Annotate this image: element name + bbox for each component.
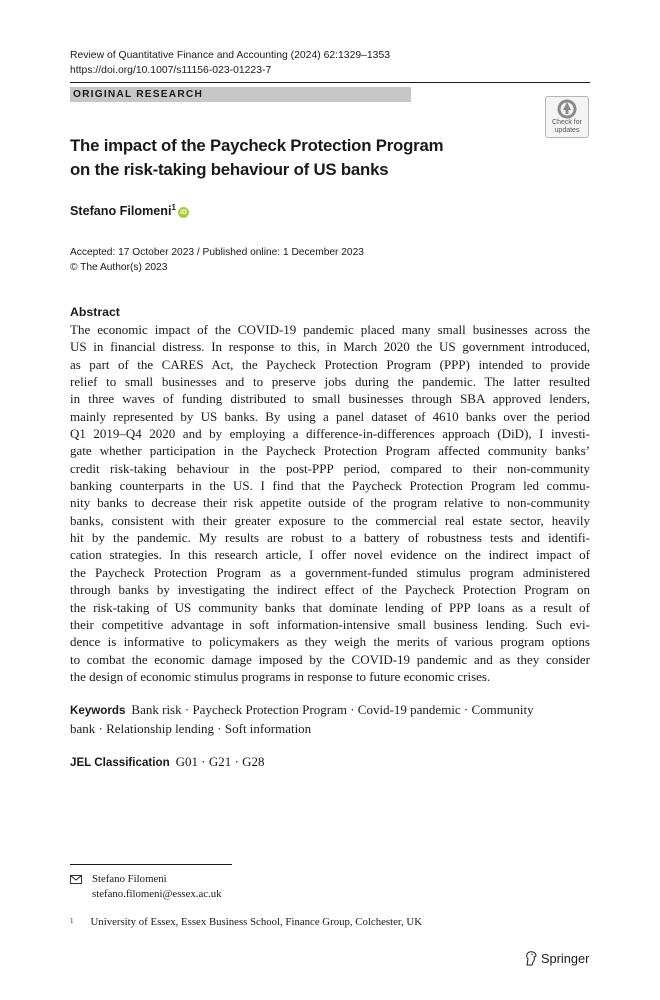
abstract-line: Q1 2019–Q4 2020 and by employing a difference-in-differences approach (DiD), I investi- xyxy=(70,426,590,442)
check-updates-line1: Check for xyxy=(552,119,582,126)
abstract-line: hit by the pandemic. My results are robust to a battery of robustness tests and identifi- xyxy=(70,530,590,546)
section-banner: ORIGINAL RESEARCH xyxy=(70,87,411,102)
contact-footnote xyxy=(70,872,222,902)
abstract-line: dence is informative to policymakers as they weigh the merits of various program options xyxy=(70,634,590,650)
abstract-line: as part of the CARES Act, the Paycheck Protection Program (PPP) intended to provide xyxy=(70,356,590,372)
orcid-icon[interactable]: iD xyxy=(178,207,189,218)
article-title xyxy=(70,134,470,182)
abstract-line: The economic impact of the COVID-19 pandemic placed many small businesses across the xyxy=(70,322,590,337)
check-updates-line2: updates xyxy=(554,126,580,134)
contact-email[interactable]: stefano.filomeni@essex.ac.uk xyxy=(92,888,222,900)
jel-label: JEL Classification xyxy=(70,756,170,769)
copyright-line: © The Author(s) 2023 xyxy=(70,262,168,273)
abstract-line: their competitive advantage in soft information-intensive small business lending. Such evi- xyxy=(70,616,590,632)
abstract-line: mainly represented by US banks. By using a panel dataset of 4610 banks over the period xyxy=(70,408,590,424)
abstract-line: the risk-taking of US community banks that dominate lending of PPP loans as a result of xyxy=(70,599,590,615)
abstract-line: the Paycheck Protection Program as a government-funded stimulus program administered xyxy=(70,564,590,580)
abstract-line: US in financial distress. In response to this, in March 2020 the US government introduced, xyxy=(70,339,590,355)
abstract-line: gate whether participation in the Paycheck Protection Program affected community banks’ xyxy=(70,443,590,459)
envelope-icon xyxy=(70,875,82,884)
abstract-line: nity banks to decrease their risk appetite outside of the program relative to non-community xyxy=(70,495,590,511)
title-line-1: The impact of the Paycheck Protection Program xyxy=(70,136,444,155)
journal-citation xyxy=(70,48,390,78)
abstract-line: credit risk-taking behaviour in the post-PPP period, compared to their non-community xyxy=(70,460,590,476)
title-line-2: on the risk-taking behaviour of US banks xyxy=(70,160,389,179)
abstract-line: to combat the economic damage imposed by the COVID-19 pandemic and as they consider xyxy=(70,651,590,667)
affiliation-mark: 1 xyxy=(70,917,74,925)
abstract-line: banks, consistent with their greater exposure to the commercial real estate sector, heavily xyxy=(70,512,590,528)
keywords-label: Keywords xyxy=(70,704,126,717)
footnote-rule xyxy=(70,864,232,865)
check-for-updates-icon xyxy=(556,99,578,119)
header-rule xyxy=(70,82,590,83)
contact-name: Stefano Filomeni xyxy=(92,873,167,885)
keywords-block xyxy=(70,701,590,737)
publication-dates xyxy=(70,245,364,275)
abstract-line: through banks by investigating the indirect effect of the Paycheck Protection Program on xyxy=(70,582,590,598)
author-line xyxy=(70,203,189,218)
keywords-line-1: Bank risk · Paycheck Protection Program · Covid-19 pandemic · Community xyxy=(131,702,534,717)
springer-horse-icon xyxy=(524,951,538,966)
dates-line: Accepted: 17 October 2023 / Published online: 1 December 2023 xyxy=(70,247,364,258)
journal-line: Review of Quantitative Finance and Accounting (2024) 62:1329–1353 xyxy=(70,50,391,61)
keywords-line-2: bank · Relationship lending · Soft information xyxy=(70,720,312,736)
abstract-heading: Abstract xyxy=(70,305,120,319)
abstract-line: relief to small businesses and to preserve jobs during the pandemic. The latter resulted xyxy=(70,374,590,390)
abstract-line: cation strategies. In this research article, I offer novel evidence on the indirect impact of xyxy=(70,547,590,563)
publisher-logo xyxy=(524,951,589,966)
doi-link[interactable]: https://doi.org/10.1007/s11156-023-01223-7 xyxy=(70,65,272,76)
abstract-body xyxy=(70,321,590,685)
affiliation-footnote xyxy=(70,915,422,930)
publisher-name: Springer xyxy=(541,951,590,966)
abstract-line: banking counterparts in the US. I find that the Paycheck Protection Program led commu- xyxy=(70,478,590,494)
abstract-line: the design of economic stimulus programs in response to future economic crises. xyxy=(70,668,491,684)
abstract-line: in three waves of funding distributed to small businesses through SBA approved lenders, xyxy=(70,391,590,407)
author-affil-mark: 1 xyxy=(171,203,176,212)
author-name: Stefano Filomeni xyxy=(70,204,172,219)
check-for-updates-badge[interactable] xyxy=(545,96,589,138)
affiliation-text: University of Essex, Essex Business School, Finance Group, Colchester, UK xyxy=(90,916,423,928)
jel-block xyxy=(70,753,590,772)
jel-codes: G01 · G21 · G28 xyxy=(175,754,265,769)
